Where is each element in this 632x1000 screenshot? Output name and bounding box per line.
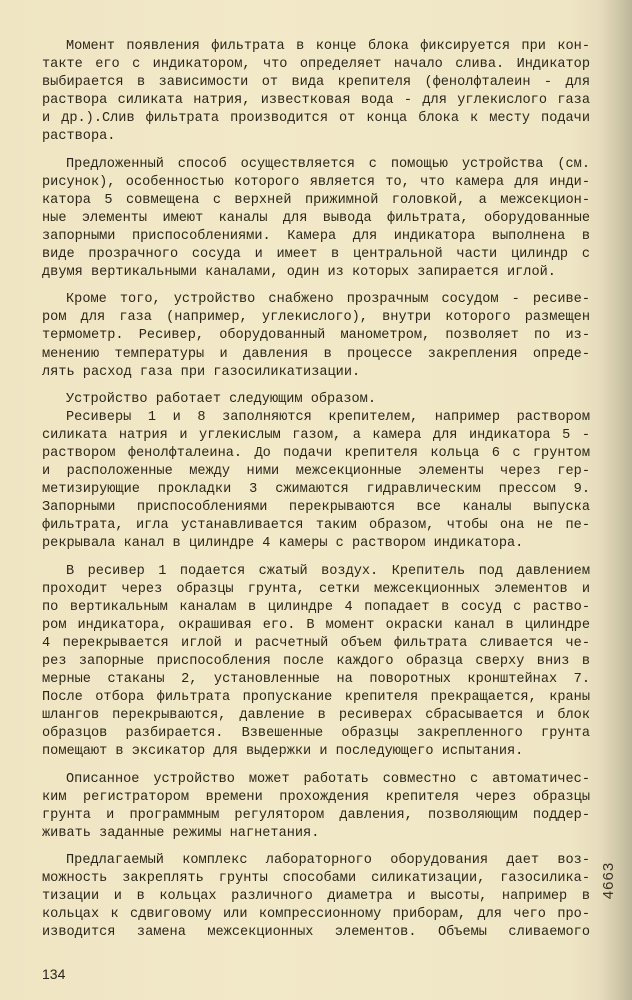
- text-line: рекрывала канал в цилиндре 4 камеры с раствором индикатора.: [42, 536, 524, 552]
- text-line: по вертикальным каналам в цилиндре 4 попадает в сосуд с раство-: [42, 599, 590, 615]
- text-line: Ресиверы 1 и 8 заполняются крепителем, например раствором: [66, 409, 590, 425]
- text-line: запорными приспособлениями. Камера для индикатора выполнена в: [42, 228, 590, 244]
- page-number: 134: [42, 966, 66, 982]
- text-line: ром для газа (например, углекислого), внутри которого размещен: [42, 310, 590, 326]
- paragraph: [42, 391, 590, 409]
- text-line: Момент появления фильтрата в конце блока фиксируется при кон-: [66, 39, 590, 54]
- text-line: рисунок), особенностью которого является то, что камера для инди-: [42, 174, 590, 190]
- text-line: фильтрата, игла устанавливается таким образом, чтобы она не пе-: [42, 518, 590, 534]
- text-line: тизации и в кольцах различного диаметра и высоты, например в: [42, 889, 590, 905]
- text-line: двумя вертикальными каналами, один из которых запирается иглой.: [42, 265, 556, 281]
- text-line: ром индикатора, окрашивая его. В момент окраски канал в цилиндре: [42, 617, 590, 633]
- text-line: такте его с индикатором, что определяет начало слива. Индикатор: [42, 57, 590, 73]
- paragraph: [42, 38, 590, 147]
- text-line: Описанное устройство может работать совместно с автоматичес-: [66, 771, 590, 787]
- text-line: и расположенные между ними межсекционные элементы через гер-: [42, 464, 590, 480]
- text-line: лять расход газа при газосиликатизации.: [42, 364, 361, 380]
- text-line: термометр. Ресивер, оборудованный манометром, позволяет по из-: [42, 328, 590, 344]
- text-line: рез запорные приспособления после каждого образца сверху вниз в: [42, 654, 590, 669]
- text-line: После отбора фильтрата пропускание крепителя прекращается, краны: [42, 690, 590, 706]
- text-line: образцов разбирается. Взвешенные образцы закрепленного грунта: [42, 726, 590, 742]
- paragraph: [42, 291, 590, 381]
- text-line: менению температуры и давления в процессе закрепления опреде-: [42, 346, 590, 362]
- side-code: 4663: [600, 861, 618, 900]
- text-line: Кроме того, устройство снабжено прозрачным сосудом - ресиве-: [66, 292, 590, 308]
- text-line: силиката натрия и углекислым газом, а камера для индикатора 5 -: [42, 427, 590, 443]
- text-line: кольцах к сдвиговому или компрессионному приборам, для чего про-: [42, 907, 590, 923]
- paragraph: [42, 156, 590, 283]
- text-line: 4 перекрывается иглой и расчетный объем фильтрата сливается че-: [42, 635, 590, 651]
- text-line: метизирующие прокладки 3 сжимаются гидравлическим прессом 9.: [42, 482, 590, 498]
- text-line: катора 5 совмещена с верхней прижимной головкой, а межсекцион-: [42, 192, 590, 208]
- text-line: ким регистратором времени прохождения крепителя через образцы: [42, 789, 590, 805]
- text-line: помещают в эксикатор для выдержки и последующего испытания.: [42, 744, 524, 760]
- document-body: [42, 38, 590, 951]
- text-line: раствора.: [42, 129, 116, 145]
- text-line: изводится замена межсекционных элементов. Объемы сливаемого: [42, 925, 590, 941]
- text-line: Предложенный способ осуществляется с помощью устройства (см.: [66, 156, 590, 172]
- text-line: ные элементы имеют каналы для вывода фильтрата, оборудованные: [42, 210, 590, 226]
- text-line: шлангов перекрываются, давление в ресиверах сбрасывается и блок: [42, 708, 590, 724]
- text-line: виде прозрачного сосуда и имеет в центральной части цилиндр с: [42, 247, 590, 263]
- text-line: и др.).Слив фильтрата производится от конца блока к месту подачи: [42, 111, 590, 127]
- text-line: мерные стаканы 2, установленные на поворотных кронштейнах 7.: [42, 672, 590, 688]
- text-line: раствора силиката натрия, известковая вода - для углекислого газа: [42, 93, 590, 109]
- text-line: можность закреплять грунты способами силикатизации, газосилика-: [42, 871, 590, 887]
- text-line: Предлагаемый комплекс лабораторного оборудования дает воз-: [66, 852, 590, 868]
- text-line: Устройство работает следующим образом.: [66, 391, 376, 407]
- paragraph: [42, 409, 590, 554]
- text-line: В ресивер 1 подается сжатый воздух. Крепитель под давлением: [66, 563, 590, 579]
- text-line: проходит через образцы грунта, сетки межсекционных элементов и: [42, 581, 590, 597]
- text-line: выбирается в зависимости от вида крепителя (фенолфталеин - для: [42, 75, 590, 91]
- paragraph: [42, 852, 590, 942]
- text-line: живать заданные режимы нагнетания.: [42, 825, 320, 841]
- paragraph: [42, 771, 590, 843]
- text-line: Запорными приспособлениями перекрываются все каналы выпуска: [42, 500, 590, 516]
- paragraph: [42, 563, 590, 762]
- text-line: грунта и программным регулятором давления, позволяющим поддер-: [42, 807, 590, 823]
- text-line: раствором фенолфталеина. До подачи крепителя кольца 6 с грунтом: [42, 445, 590, 461]
